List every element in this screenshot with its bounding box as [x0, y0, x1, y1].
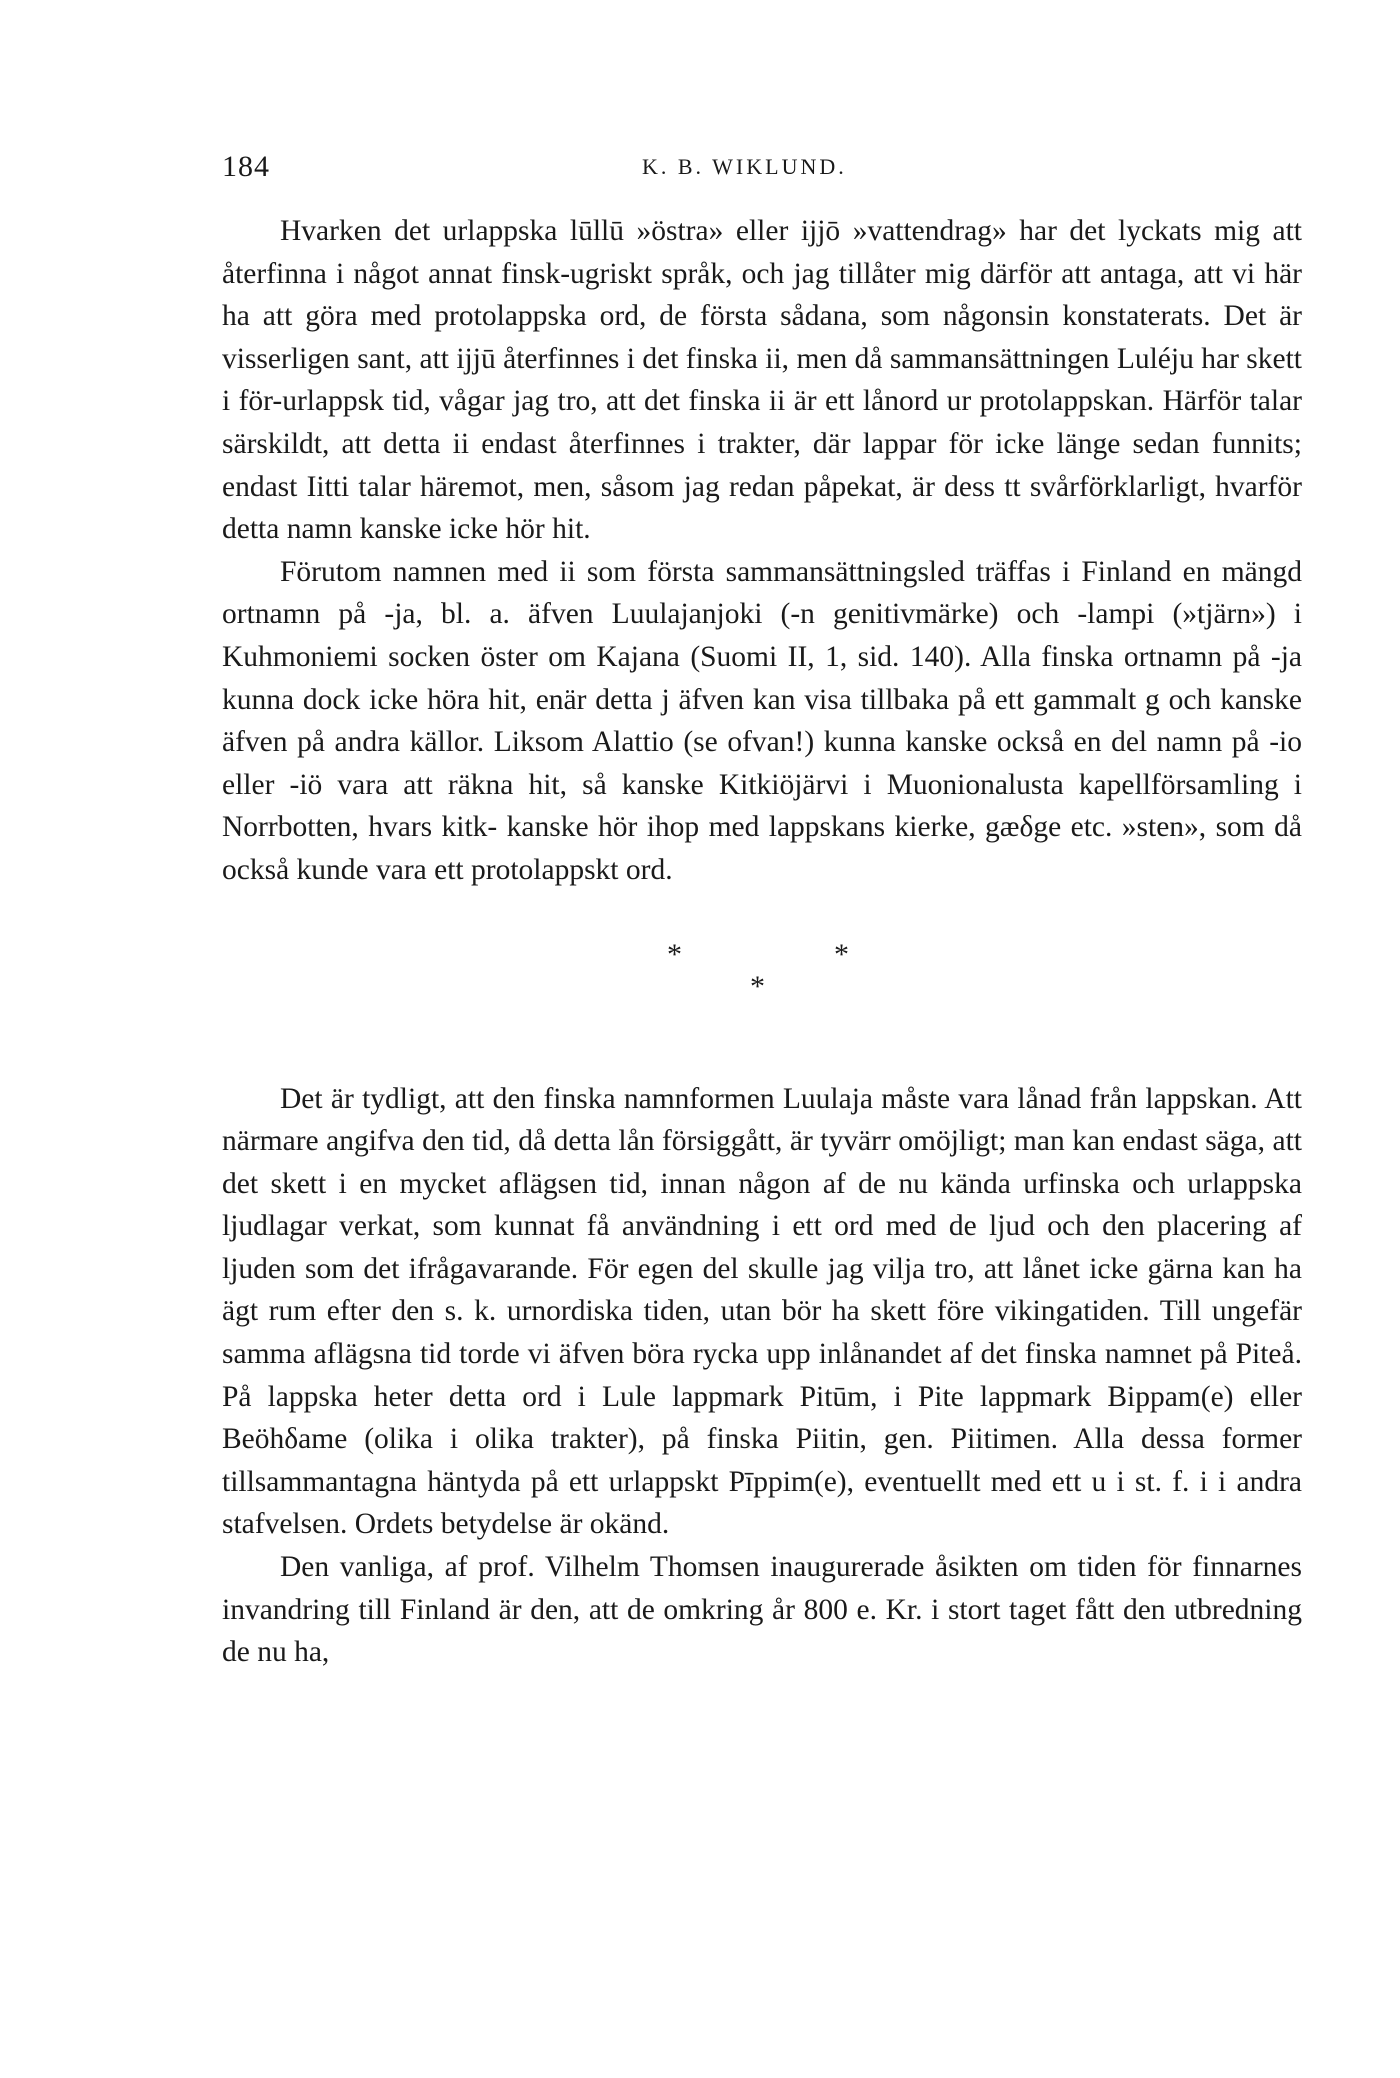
- section-separator-asterisks: [222, 938, 1302, 1070]
- paragraph-2: Förutom namnen med ii som första sammansättningsled träffas i Finland en mängd ortnamn på -ja, bl. a. äfven Luulajanjoki (-n genitivmärke) och -lampi (»tjärn») i Kuhmoniemi socken öster om Kajana (Suomi II, 1, sid. 140). Alla finska ortnamn på -ja kunna dock icke höra hit, enär detta j äfven kan visa tillbaka på ett gammalt g och kanske äfven på andra källor. Liksom Alattio (se ofvan!) kunna kanske också en del namn på -io eller -iö vara att räkna hit, så kanske Kitkiöjärvi i Muonionalusta kapellförsamling i Norrbotten, hvars kitk- kanske hör ihop med lappskans kierke, gæδge etc. »sten», som då också kunde vara ett protolappskt ord.: [222, 555, 1302, 886]
- paragraph-1: Hvarken det urlappska lūllū »östra» eller ijjō »vattendrag» har det lyckats mig att återfinna i något annat finsk-ugriskt språk, och jag tillåter mig därför att antaga, att vi här ha att göra med protolappska ord, de första sådana, som någonsin konstaterats. Det är visserligen sant, att ijjū återfinnes i det finska ii, men då sammansättningen Luléju har skett i för-urlappsk tid, vågar jag tro, att det finska ii är ett lånord ur protolappskan. Härför talar särskildt, att detta ii endast återfinnes i trakter, där lappar för icke länge sedan funnits; endast Iitti talar häremot, men, såsom jag redan påpekat, är dess tt svårförklarligt, hvarför detta namn kanske icke hör hit.: [222, 215, 1302, 546]
- running-title-author: K. B. WIKLUND.: [642, 154, 847, 179]
- asterisk-left: *: [667, 937, 682, 971]
- asterisk-right: *: [834, 937, 849, 971]
- paragraph-4: Den vanliga, af prof. Vilhelm Thomsen inaugurerade åsikten om tiden för finnarnes invandring till Finland är den, att de omkring år 800 e. Kr. i stort taget fått den utbredning de nu ha,: [222, 1551, 1302, 1669]
- paragraph-3: Det är tydligt, att den finska namnformen Luulaja måste vara lånad från lappskan. Att närmare angifva den tid, då detta lån försiggått, är tyvärr omöjligt; man kan endast säga, att det skett i en mycket aflägsen tid, innan någon af de nu kända urfinska och urlappska ljudlagar verkat, som kunnat få användning i ett ord med de ljud och den placering af ljuden som det ifrågavarande. För egen del skulle jag vilja tro, att lånet icke gärna kan ha ägt rum efter den s. k. urnordiska tiden, utan bör ha skett före vikingatiden. Till ungefär samma aflägsna tid torde vi äfven böra rycka upp inlånandet af det finska namnet på Piteå. På lappska heter detta ord i Lule lappmark Pitūm, i Pite lappmark Bippam(e) eller Beöhδame (olika i olika trakter), på finska Piitin, gen. Piitimen. Alla dessa former tillsammantagna häntyda på ett urlappskt Pīppim(e), eventuellt med ett u i st. f. i i andra stafvelsen. Ordets betydelse är okänd.: [222, 1082, 1302, 1541]
- running-head: [222, 150, 1302, 190]
- page-number: 184: [222, 150, 270, 183]
- asterisk-bottom: *: [750, 969, 765, 1003]
- body-text: [222, 210, 1302, 1674]
